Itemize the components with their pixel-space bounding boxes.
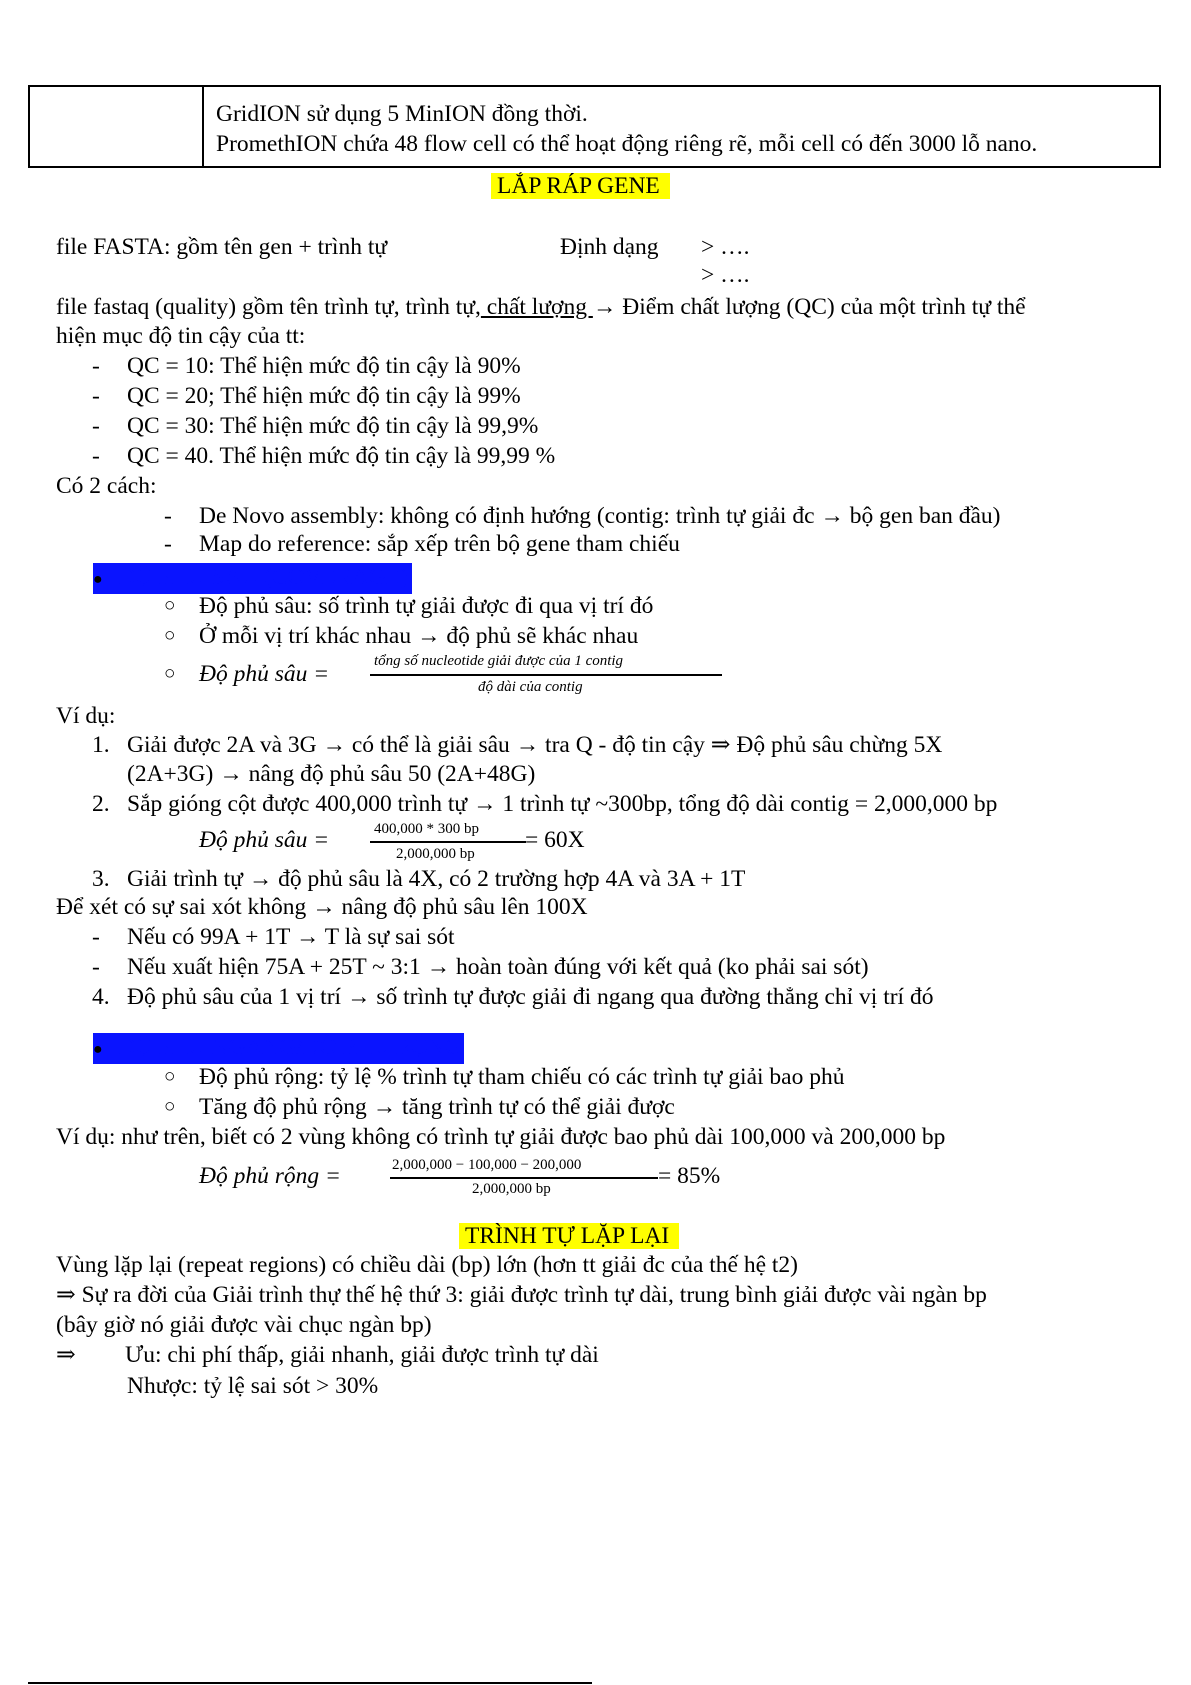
cons-line: Nhược: tỷ lệ sai sót > 30%	[127, 1373, 379, 1399]
qc-item: QC = 30: Thể hiện mức độ tin cậy là 99,9%	[127, 413, 539, 439]
example-label: Ví dụ:	[56, 703, 116, 729]
breadth-formula-numerator: 2,000,000 − 100,000 − 200,000	[392, 1157, 582, 1173]
breadth-formula-result: = 85%	[658, 1163, 721, 1189]
repeat-line-2: ⇒ Sự ra đời của Giải trình thự thế hệ thứ 3: giải được trình tự dài, trung bình giải được vài ngàn bp	[56, 1282, 987, 1308]
check-item: Nếu xuất hiện 75A + 25T ~ 3:1 → hoàn toàn đúng với kết quả (ko phải sai sót)	[127, 954, 869, 980]
breadth-heading: ● ĐỘ PHỦ NGANG/ĐỘ PHỦ RỘNG	[93, 1033, 464, 1064]
format-line-2: > ….	[701, 262, 750, 288]
circle-bullet-icon: ○	[164, 1066, 176, 1087]
circle-bullet-icon: ○	[164, 625, 176, 646]
breadth-example: Ví dụ: như trên, biết có 2 vùng không có trình tự giải được bao phủ dài 100,000 và 200,000 bp	[56, 1124, 946, 1150]
dash-glyph: -	[92, 353, 100, 379]
breadth-item: Độ phủ rộng: tỷ lệ % trình tự tham chiếu có các trình tự giải bao phủ	[199, 1064, 845, 1090]
circle-bullet-icon: ○	[164, 595, 176, 616]
example-4: Độ phủ sâu của 1 vị trí → số trình tự được giải đi ngang qua đường thẳng chỉ vị trí đó	[127, 984, 934, 1010]
coverage-item: Độ phủ sâu: số trình tự giải được đi qua vị trí đó	[199, 593, 654, 619]
example-2-formula-label: Độ phủ sâu =	[199, 827, 330, 853]
coverage-heading: ● ĐỘ PHỦ SÂU (COVERAGE)	[93, 563, 412, 594]
format-line-1: > ….	[701, 234, 750, 260]
table-left-cell	[29, 86, 203, 167]
repeat-line-3: (bây giờ nó giải được vài chục ngàn bp)	[56, 1312, 432, 1338]
check-item: Nếu có 99A + 1T → T là sự sai sót	[127, 924, 455, 950]
example-2-numerator: 400,000 * 300 bp	[374, 821, 479, 837]
fraction-line	[370, 841, 526, 843]
list-number: 4.	[92, 984, 110, 1010]
two-ways-label: Có 2 cách:	[56, 473, 157, 499]
example-1-line-2: (2A+3G) → nâng độ phủ sâu 50 (2A+48G)	[127, 761, 536, 787]
dash-glyph: -	[164, 531, 172, 557]
coverage-item: Ở mỗi vị trí khác nhau → độ phủ sẽ khác nhau	[199, 623, 639, 649]
bullet-icon: ●	[93, 1041, 103, 1058]
way-item: De Novo assembly: không có định hướng (contig: trình tự giải đc → bộ gen ban đầu)	[199, 503, 1001, 529]
qc-item: QC = 20; Thể hiện mức độ tin cậy là 99%	[127, 383, 521, 409]
qc-item: QC = 10: Thể hiện mức độ tin cậy là 90%	[127, 353, 521, 379]
breadth-formula-label: Độ phủ rộng =	[199, 1163, 341, 1189]
coverage-formula-label: Độ phủ sâu =	[199, 661, 330, 687]
fasta-line: file FASTA: gồm tên gen + trình tự	[56, 234, 388, 260]
dash-glyph: -	[92, 954, 100, 980]
coverage-formula-denominator: độ dài của contig	[478, 679, 583, 695]
example-3: Giải trình tự → độ phủ sâu là 4X, có 2 trường hợp 4A và 3A + 1T	[127, 866, 746, 892]
repeat-line-1: Vùng lặp lại (repeat regions) có chiều dài (bp) lớn (hơn tt giải đc của thế hệ t2)	[56, 1252, 798, 1278]
table-line: GridION sử dụng 5 MinION đồng thời.	[216, 101, 588, 127]
circle-bullet-icon: ○	[164, 663, 176, 684]
breadth-formula-denominator: 2,000,000 bp	[472, 1181, 551, 1197]
section-title-lap-rap-gene: LẮP RÁP GENE	[491, 172, 670, 200]
arrow-icon: ⇒	[56, 1342, 76, 1368]
circle-bullet-icon: ○	[164, 1096, 176, 1117]
check-line: Để xét có sự sai xót không → nâng độ phủ sâu lên 100X	[56, 894, 588, 920]
qc-item: QC = 40. Thể hiện mức độ tin cậy là 99,99 %	[127, 443, 556, 469]
dash-glyph: -	[92, 924, 100, 950]
section-title-trinh-tu-lap-lai: TRÌNH TỰ LẶP LẠI	[459, 1222, 679, 1250]
coverage-formula-numerator: tổng số nucleotide giải được của 1 contig	[374, 653, 624, 669]
fraction-line	[390, 1177, 658, 1179]
list-number: 3.	[92, 866, 110, 892]
list-number: 1.	[92, 732, 110, 758]
bullet-icon: ●	[93, 571, 103, 588]
fastaq-line-cont: hiện mục độ tin cậy của tt:	[56, 323, 306, 349]
fastaq-line: file fastaq (quality) gồm tên trình tự, trình tự, chất lượng → Điểm chất lượng (QC) của một trình tự thể	[56, 294, 1026, 320]
example-2: Sắp gióng cột được 400,000 trình tự → 1 trình tự ~300bp, tổng độ dài contig = 2,000,000 bp	[127, 791, 998, 817]
table-line: PromethION chứa 48 flow cell có thể hoạt động riêng rẽ, mỗi cell có đến 3000 lỗ nano.	[216, 131, 1038, 157]
top-table	[28, 85, 1161, 168]
footnote-separator	[28, 1682, 592, 1684]
dash-glyph: -	[92, 413, 100, 439]
fraction-line	[370, 674, 722, 676]
format-label: Định dạng	[560, 234, 659, 260]
dash-glyph: -	[92, 383, 100, 409]
table-right-cell	[203, 86, 1160, 167]
way-item: Map do reference: sắp xếp trên bộ gene tham chiếu	[199, 531, 680, 557]
example-2-result: = 60X	[525, 827, 585, 853]
dash-glyph: -	[164, 503, 172, 529]
example-1-line-1: Giải được 2A và 3G → có thể là giải sâu → tra Q - độ tin cậy ⇒ Độ phủ sâu chừng 5X	[127, 732, 943, 758]
list-number: 2.	[92, 791, 110, 817]
pros-line: Ưu: chi phí thấp, giải nhanh, giải được trình tự dài	[125, 1342, 599, 1368]
example-2-denominator: 2,000,000 bp	[396, 846, 475, 862]
breadth-item: Tăng độ phủ rộng → tăng trình tự có thể giải được	[199, 1094, 675, 1120]
dash-glyph: -	[92, 443, 100, 469]
